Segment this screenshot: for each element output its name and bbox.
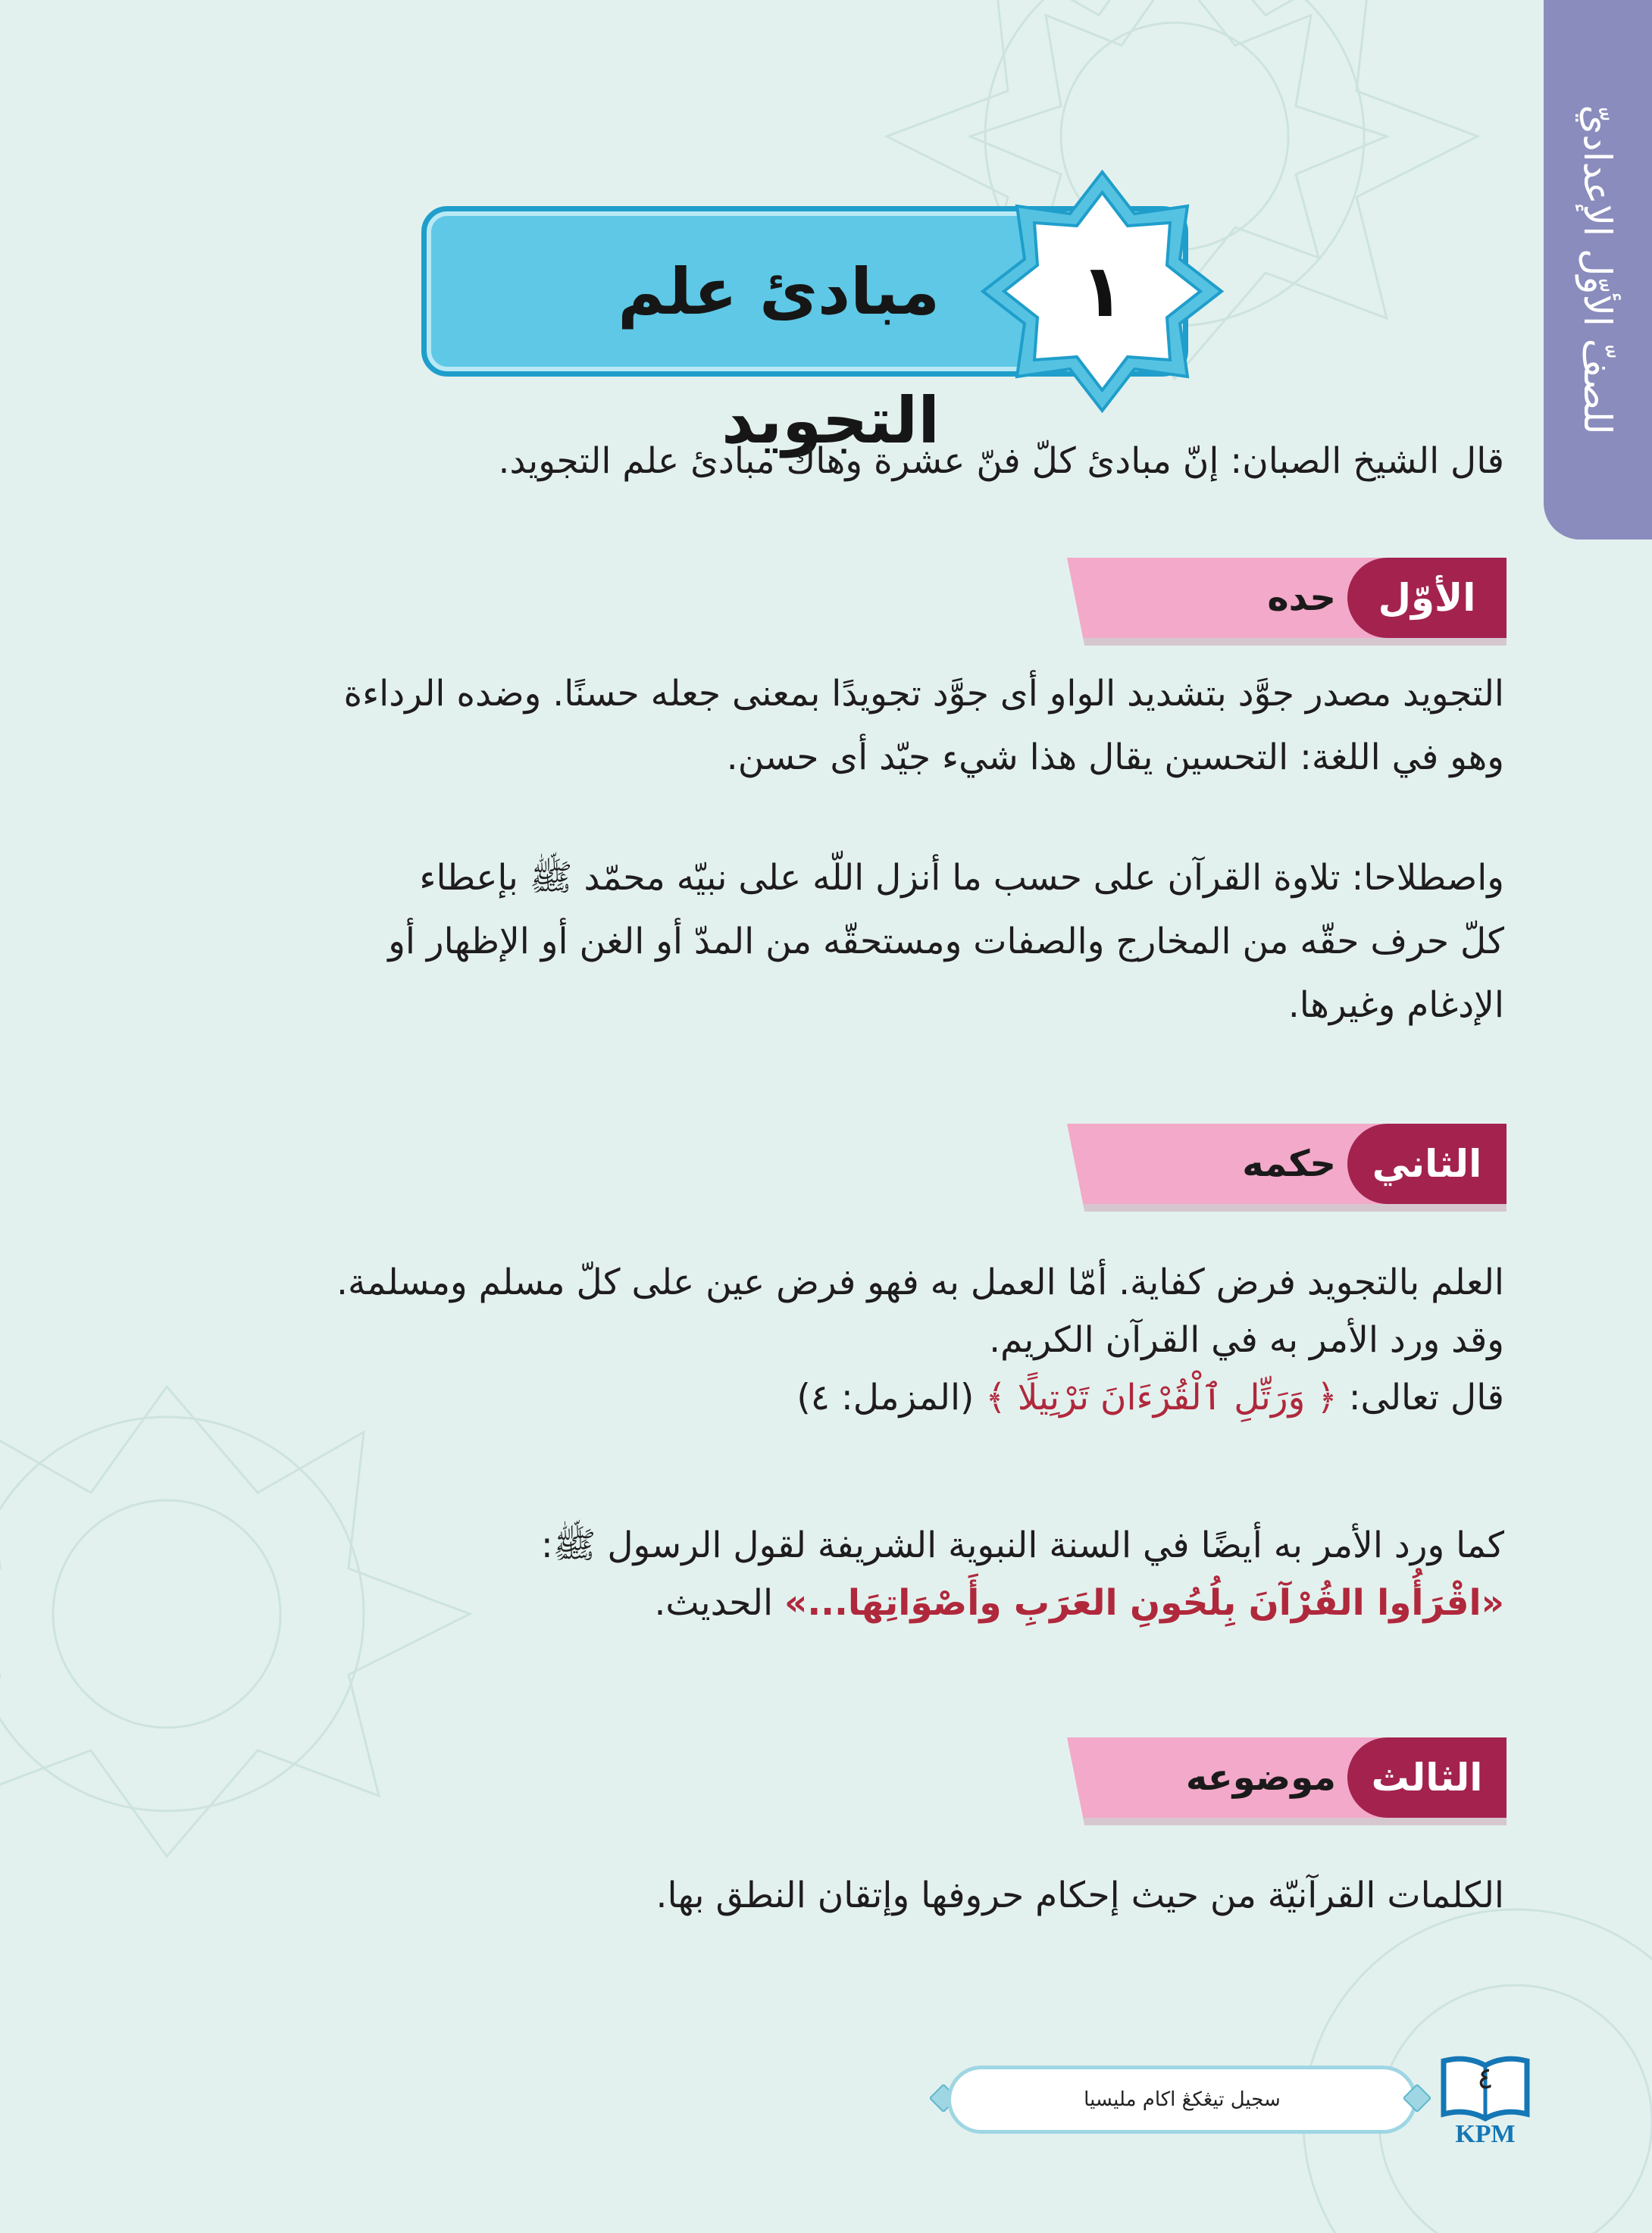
section-heading: موضوعه	[1185, 1756, 1336, 1799]
subject-paragraph	[140, 1864, 1504, 1928]
section-ordinal: الثالث	[1347, 1737, 1507, 1818]
section-ordinal: الثاني	[1347, 1124, 1507, 1204]
footer-ornament-icon	[1403, 2084, 1431, 2112]
text-line: وقد ورد الأمر به في القرآن الكريم.	[989, 1319, 1504, 1361]
quran-verse: ﴿ وَرَتِّلِ ٱلْقُرْءَانَ تَرْتِيلًا ﴾	[985, 1377, 1338, 1418]
text-line: واصطلاحا: تلاوة القرآن على حسب ما أنزل اللّه على نبيّه محمّد ﷺ بإعطاء	[419, 857, 1504, 899]
lesson-title: مبادئ علم التجويد	[618, 255, 940, 458]
text-line: التجويد مصدر جوَّد بتشديد الواو أى جوَّد تجويدًا بمعنى جعله حسنًا. وضده الرداءة	[343, 673, 1504, 715]
text-line: وهو في اللغة: التحسين يقال هذا شيء جيّد أى حسن.	[726, 737, 1504, 778]
publisher-logo-text: KPM	[1455, 2120, 1516, 2148]
text-line: العلم بالتجويد فرض كفاية. أمّا العمل به فهو فرض عين على كلّ مسلم ومسلمة.	[336, 1262, 1504, 1303]
intro-paragraph: قال الشيخ الصبان: إنّ مبادئ كلّ فنّ عشرة وهاك مبادئ علم التجويد.	[498, 440, 1504, 482]
page-number: ٤	[1477, 2061, 1494, 2096]
text-line: الإدغام وغيرها.	[1287, 984, 1504, 1026]
verse-prefix: قال تعالى:	[1337, 1377, 1504, 1418]
text-line: الكلمات القرآنيّة من حيث إحكام حروفها وإتقان النطق بها.	[655, 1875, 1504, 1916]
section-heading: حده	[1267, 577, 1336, 619]
section-tab-2	[1067, 1124, 1507, 1215]
hadith-quote: «اقْرَأُوا القُرْآنَ بِلُحُونِ العَرَبِ وأَصْوَاتِهَا...»	[784, 1582, 1504, 1624]
hadith-line	[140, 1575, 1504, 1632]
definition-paragraph-2	[140, 846, 1504, 1037]
ruling-paragraph-1	[140, 1254, 1504, 1427]
lesson-number: ١	[1080, 249, 1125, 333]
verse-line	[140, 1369, 1504, 1427]
text-line: كلّ حرف حقّه من المخارج والصفات ومستحقّه من المدّ أو الغن أو الإظهار أو	[388, 921, 1504, 962]
verse-reference: (المزمل: ٤)	[796, 1377, 986, 1418]
definition-paragraph-1	[140, 662, 1504, 790]
footer-publisher: سجيل تيڠكڠ اكام مليسيا	[947, 2066, 1417, 2134]
ruling-paragraph-2	[140, 1517, 1504, 1632]
text-line: كما ورد الأمر به أيضًا في السنة النبوية الشريفة لقول الرسول ﷺ:	[540, 1525, 1504, 1566]
section-tab-3	[1067, 1737, 1507, 1828]
hadith-suffix: الحديث.	[654, 1582, 784, 1624]
grade-side-tab	[1544, 0, 1652, 539]
section-heading: حكمه	[1242, 1143, 1336, 1185]
section-ordinal: الأوّل	[1347, 558, 1507, 638]
grade-label: للصفّ الأوّل الإعداديّ	[1575, 105, 1619, 435]
section-tab-1	[1067, 558, 1507, 649]
